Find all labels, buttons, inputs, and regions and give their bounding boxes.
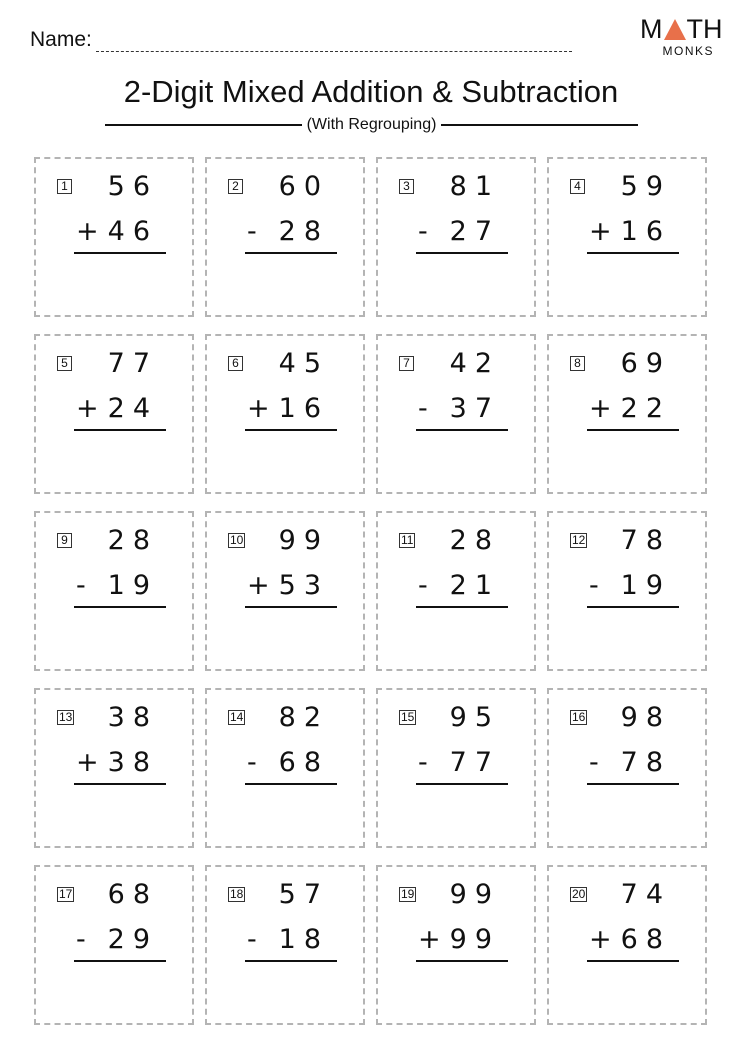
- divider-right: [441, 124, 638, 126]
- operator-sign: -: [76, 570, 86, 601]
- answer-line: [245, 783, 337, 785]
- bottom-operand: 16: [278, 393, 329, 424]
- answer-line: [74, 783, 166, 785]
- operator-sign: +: [247, 570, 270, 601]
- operator-sign: -: [589, 570, 599, 601]
- problem-number: 4: [570, 179, 585, 194]
- problem-number: 18: [230, 887, 244, 901]
- divider-left: [105, 124, 302, 126]
- bottom-operand: 21: [449, 570, 500, 601]
- top-operand: 99: [278, 525, 329, 556]
- operator-sign: +: [247, 393, 270, 424]
- bottom-operand: 77: [449, 747, 500, 778]
- answer-line: [416, 606, 508, 608]
- problem-card: [547, 688, 707, 848]
- problem-number: 8: [570, 356, 585, 371]
- bottom-operand: 38: [107, 747, 158, 778]
- top-operand: 81: [449, 171, 500, 202]
- operator-sign: +: [76, 216, 99, 247]
- problem-grid: [34, 157, 707, 1025]
- logo-subtext: MONKS: [662, 44, 714, 58]
- problem-number: 12: [572, 533, 586, 547]
- problem-number: 17: [59, 887, 73, 901]
- problem-number: 13: [59, 710, 73, 724]
- operator-sign: +: [76, 393, 99, 424]
- operator-sign: +: [418, 924, 441, 955]
- bottom-operand: 24: [107, 393, 158, 424]
- top-operand: 56: [107, 171, 158, 202]
- bottom-operand: 78: [620, 747, 671, 778]
- top-operand: 42: [449, 348, 500, 379]
- operator-sign: -: [589, 747, 599, 778]
- problem-card: [34, 334, 194, 494]
- problem-card: [205, 334, 365, 494]
- problem-card: [547, 334, 707, 494]
- operator-sign: +: [589, 924, 612, 955]
- bottom-operand: 99: [449, 924, 500, 955]
- answer-line: [587, 429, 679, 431]
- bottom-operand: 28: [278, 216, 329, 247]
- top-operand: 98: [620, 702, 671, 733]
- operator-sign: -: [418, 747, 428, 778]
- top-operand: 57: [278, 879, 329, 910]
- answer-line: [74, 606, 166, 608]
- problem-card: [376, 334, 536, 494]
- bottom-operand: 37: [449, 393, 500, 424]
- problem-number: 19: [401, 887, 415, 901]
- operator-sign: -: [247, 747, 257, 778]
- answer-line: [416, 429, 508, 431]
- top-operand: 45: [278, 348, 329, 379]
- problem-card: [205, 157, 365, 317]
- operator-sign: -: [247, 216, 257, 247]
- bottom-operand: 29: [107, 924, 158, 955]
- problem-card: [205, 511, 365, 671]
- name-field-row: [30, 28, 572, 52]
- top-operand: 95: [449, 702, 500, 733]
- answer-line: [587, 252, 679, 254]
- operator-sign: -: [418, 393, 428, 424]
- problem-number: 20: [572, 887, 586, 901]
- logo-letters-th: TH: [686, 14, 723, 44]
- problem-number: 1: [57, 179, 72, 194]
- problem-number: 9: [57, 533, 72, 548]
- answer-line: [587, 783, 679, 785]
- problem-number: 11: [401, 533, 414, 547]
- answer-line: [416, 783, 508, 785]
- operator-sign: +: [589, 393, 612, 424]
- problem-number: 5: [57, 356, 72, 371]
- top-operand: 74: [620, 879, 671, 910]
- operator-sign: +: [76, 747, 99, 778]
- top-operand: 28: [449, 525, 500, 556]
- problem-card: [34, 157, 194, 317]
- name-input-line[interactable]: [96, 31, 572, 52]
- problem-number: 14: [230, 710, 244, 724]
- problem-number: 2: [228, 179, 243, 194]
- answer-line: [245, 960, 337, 962]
- bottom-operand: 19: [107, 570, 158, 601]
- answer-line: [416, 252, 508, 254]
- worksheet-title: 2-Digit Mixed Addition & Subtraction: [123, 74, 619, 109]
- problem-card: [547, 511, 707, 671]
- answer-line: [416, 960, 508, 962]
- top-operand: 69: [620, 348, 671, 379]
- worksheet-subtitle: (With Regrouping): [306, 116, 437, 133]
- problem-card: [376, 865, 536, 1025]
- math-monks-logo: [640, 14, 723, 58]
- triangle-icon: [664, 19, 686, 40]
- operator-sign: -: [247, 924, 257, 955]
- top-operand: 82: [278, 702, 329, 733]
- problem-card: [547, 865, 707, 1025]
- top-operand: 77: [107, 348, 158, 379]
- problem-number: 6: [228, 356, 243, 371]
- bottom-operand: 53: [278, 570, 329, 601]
- answer-line: [74, 252, 166, 254]
- answer-line: [245, 429, 337, 431]
- bottom-operand: 27: [449, 216, 500, 247]
- bottom-operand: 18: [278, 924, 329, 955]
- operator-sign: -: [418, 570, 428, 601]
- problem-card: [34, 865, 194, 1025]
- top-operand: 60: [278, 171, 329, 202]
- answer-line: [74, 429, 166, 431]
- answer-line: [245, 606, 337, 608]
- top-operand: 99: [449, 879, 500, 910]
- top-operand: 78: [620, 525, 671, 556]
- bottom-operand: 22: [620, 393, 671, 424]
- problem-card: [376, 157, 536, 317]
- problem-number: 7: [399, 356, 414, 371]
- top-operand: 28: [107, 525, 158, 556]
- bottom-operand: 46: [107, 216, 158, 247]
- answer-line: [587, 960, 679, 962]
- top-operand: 59: [620, 171, 671, 202]
- problem-card: [34, 511, 194, 671]
- logo-letter-m: M: [640, 14, 663, 44]
- bottom-operand: 16: [620, 216, 671, 247]
- operator-sign: +: [589, 216, 612, 247]
- problem-card: [376, 511, 536, 671]
- problem-card: [205, 688, 365, 848]
- operator-sign: -: [418, 216, 428, 247]
- top-operand: 68: [107, 879, 158, 910]
- problem-number: 3: [399, 179, 414, 194]
- bottom-operand: 68: [278, 747, 329, 778]
- subtitle-row: [105, 116, 638, 134]
- problem-card: [547, 157, 707, 317]
- name-label: Name:: [30, 28, 92, 51]
- answer-line: [587, 606, 679, 608]
- problem-number: 15: [401, 710, 415, 724]
- bottom-operand: 68: [620, 924, 671, 955]
- problem-number: 10: [230, 533, 244, 547]
- answer-line: [74, 960, 166, 962]
- problem-card: [376, 688, 536, 848]
- problem-card: [34, 688, 194, 848]
- problem-number: 16: [572, 710, 586, 724]
- bottom-operand: 19: [620, 570, 671, 601]
- answer-line: [245, 252, 337, 254]
- operator-sign: -: [76, 924, 86, 955]
- problem-card: [205, 865, 365, 1025]
- top-operand: 38: [107, 702, 158, 733]
